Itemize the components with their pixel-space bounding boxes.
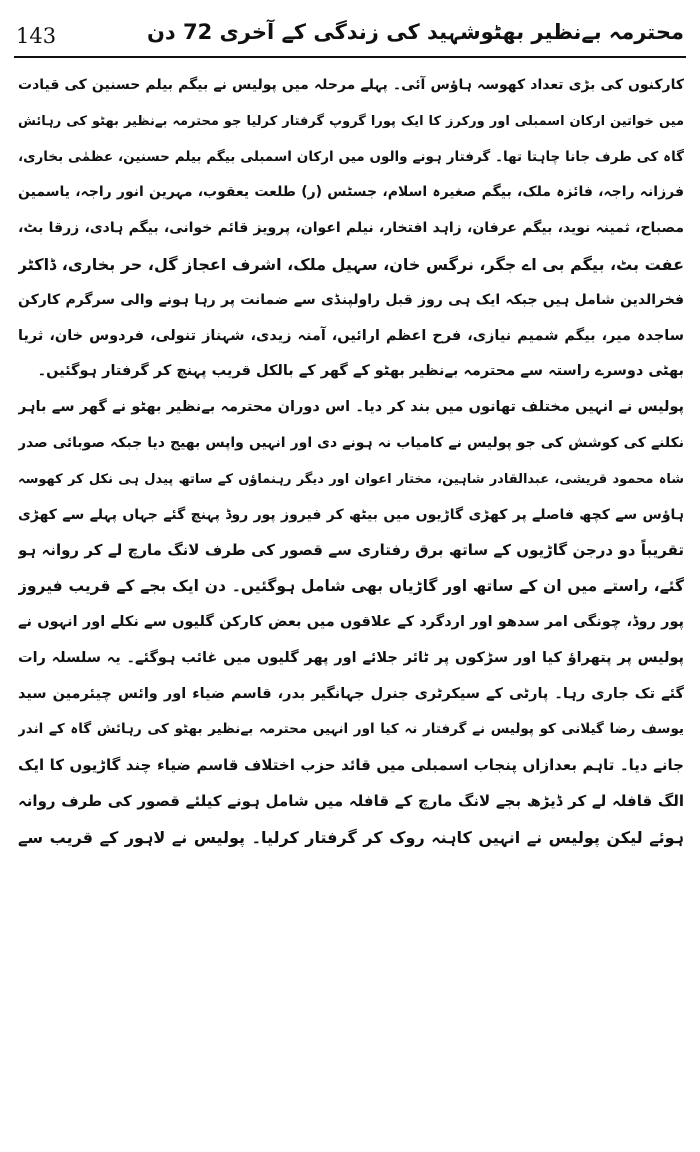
page-header [14, 20, 686, 54]
running-title: محترمہ بےنظیر بھٹوشہید کی زندگی کے آخری 72 دن [146, 20, 684, 44]
text-line: مصباح، ثمینہ نوید، بیگم عرفان، زاہد افتخار، نیلم اعوان، پرویز قائم خوانی، بیگم ہادی، زرقا بٹ، [18, 220, 684, 237]
text-line: نکلنے کی کوشش کی جو پولیس نے کامیاب نہ ہونے دی اور انہیں واپس بھیج دیا جبکہ صوبائی صدر [18, 434, 684, 451]
text-line: ہاؤس سے کچھ فاصلے پر کھڑی گاڑیوں میں بیٹھ کر فیروز پور روڈ پہنچ گئے جہاں پہلے سے کھڑی [18, 506, 684, 523]
text-line: بھٹی دوسرے راستہ سے محترمہ بےنظیر بھٹو کے گھر کے بالکل قریب پہنچ کر گرفتار ہوگئیں۔ [37, 363, 684, 380]
text-line: عفت بٹ، بیگم بی اے جگر، نرگس خان، سہیل ملک، اشرف اعجاز گل، حر بخاری، ڈاکٹر [18, 254, 684, 274]
text-line: گئے تک جاری رہا۔ پارٹی کے سیکرٹری جنرل جہانگیر بدر، قاسم ضیاء اور وائس چیئرمین سید [18, 685, 684, 702]
text-line: پولیس نے انہیں مختلف تھانوں میں بند کر دیا۔ اس دوران محترمہ بےنظیر بھٹو نے گھر سے باہر [18, 399, 684, 416]
text-line: ہوئے لیکن پولیس نے انہیں کاہنہ روک کر گرفتار کرلیا۔ پولیس نے لاہور کے قریب سے [18, 827, 684, 847]
text-line: فخرالدین شامل ہیں جبکہ ایک ہی روز قبل راولپنڈی سے ضمانت پر رہا ہونے والی سرگرم کارکن [18, 291, 684, 308]
page-number: 143 [16, 24, 57, 48]
header-rule [14, 56, 686, 58]
text-line: گئے، راستے میں ان کے ساتھ اور گاڑیاں بھی شامل ہوگئیں۔ دن ایک بجے کے قریب فیروز [18, 577, 684, 596]
text-line: شاہ محمود قریشی، عبدالقادر شاہین، مختار اعوان اور دیگر رہنماؤں کے ساتھ پیدل ہی نکل کر کھوسہ [18, 471, 684, 487]
text-line: تقریباً دو درجن گاڑیوں کے ساتھ برق رفتاری سے قصور کی طرف لانگ مارچ لے کر روانہ ہو [18, 541, 684, 560]
text-line: میں خواتین ارکان اسمبلی اور ورکرز کا ایک پورا گروپ گرفتار کرلیا جو محترمہ بےنظیر بھٹو کی رہائش [18, 113, 684, 129]
text-line: جانے دیا۔ تاہم بعدازاں پنجاب اسمبلی میں قائد حزب اختلاف قاسم ضیاء چند گاڑیوں کا ایک [18, 756, 684, 775]
text-line: پور روڈ، چونگی امر سدھو اور اردگرد کے علاقوں میں بعض کارکن گلیوں سے نکلے اور انہوں نے [18, 613, 684, 630]
text-line: پولیس پر پتھراؤ کیا اور سڑکوں پر ٹائر جلائے اور پھر گلیوں میں غائب ہوگئے۔ یہ سلسلہ رات [18, 649, 684, 666]
text-line: الگ قافلہ لے کر ڈیڑھ بجے لانگ مارچ کے قافلہ میں شامل ہونے کیلئے قصور کی طرف روانہ [18, 791, 684, 810]
text-line: کارکنوں کی بڑی تعداد کھوسہ ہاؤس آئی۔ پہلے مرحلہ میں پولیس نے بیگم بیلم حسنین کی قیادت [18, 77, 684, 93]
text-line: گاہ کی طرف جانا چاہتا تھا۔ گرفتار ہونے والوں میں ارکان اسمبلی بیگم بیلم حسنین، عظمٰی بخاری، [18, 148, 684, 165]
text-line: فرزانہ راجہ، فائزہ ملک، بیگم صغیرہ اسلام، جسٹس (ر) طلعت یعقوب، مہرین انور راجہ، یاسمین [18, 184, 684, 201]
text-line: ساجدہ میر، بیگم شمیم نیازی، فرح اعظم ارائیں، آمنہ زیدی، شہناز تنولی، فردوس خان، ثریا [18, 327, 684, 344]
text-line: یوسف رضا گیلانی کو پولیس نے گرفتار نہ کیا اور انہیں محترمہ بےنظیر بھٹو کی رہائش گاہ کے اندر [18, 721, 684, 738]
body-text [18, 68, 684, 1144]
